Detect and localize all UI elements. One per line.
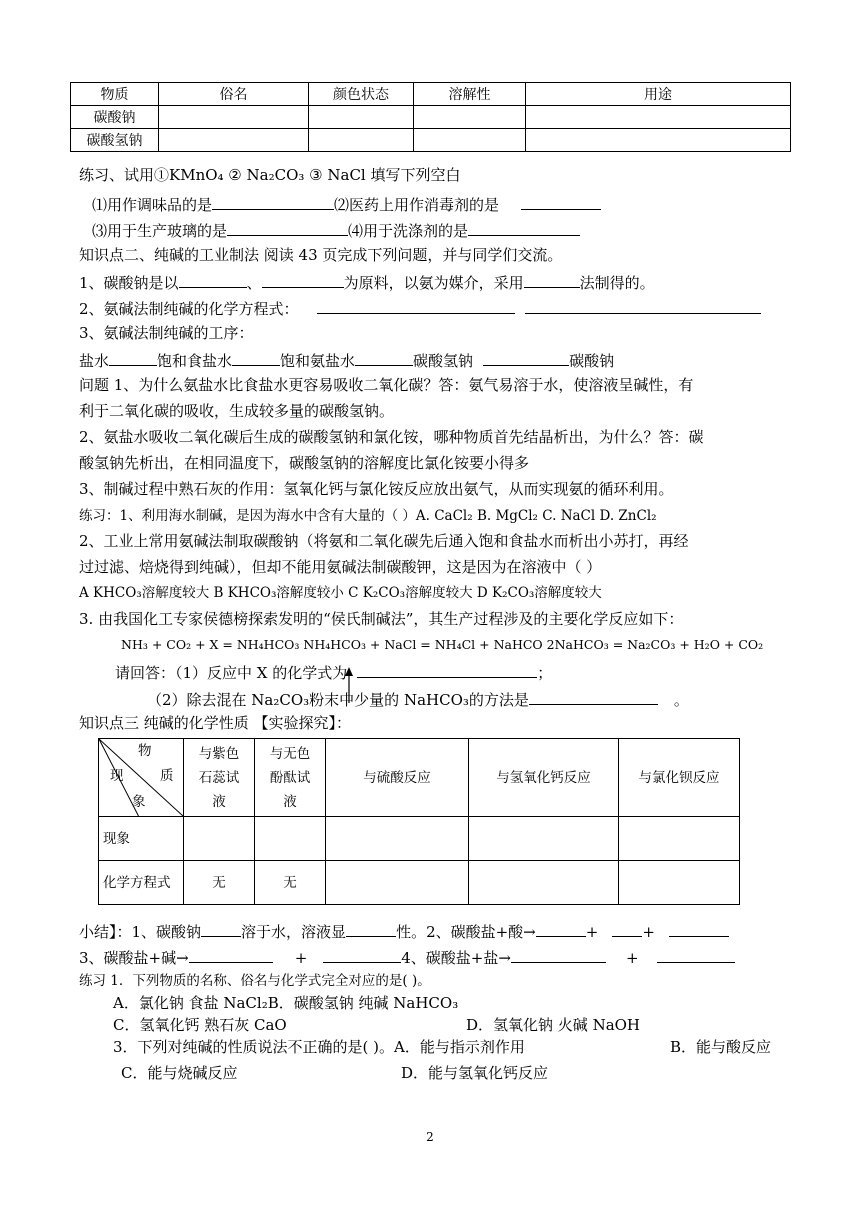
answer-blank[interactable]: [323, 946, 401, 963]
table-cell: [414, 129, 526, 152]
question-line: A．氯化钠 食盐 NaCl₂B．碳酸氢钠 纯碱 NaHCO₃: [113, 994, 459, 1012]
question-text: ⑷用于洗涤剂的是: [348, 222, 469, 240]
answer-blank[interactable]: [468, 219, 580, 236]
answer-blank[interactable]: [227, 219, 348, 236]
flow-step: 碳酸钠: [569, 352, 615, 370]
table-header: 物质: [71, 83, 159, 106]
text: 3、碳酸盐+碱→: [79, 949, 189, 967]
text-line: A KHCO₃溶解度较大 B KHCO₃溶解度较小 C K₂CO₃溶解度较大 D K₂CO₃溶解度较大: [79, 585, 602, 601]
diag-label: 物: [138, 743, 152, 759]
text-line: 酸氢钠先析出，在相同温度下，碳酸氢钠的溶解度比氯化铵要小得多: [79, 454, 530, 472]
answer-blank[interactable]: [179, 271, 247, 288]
table-cell: 碳酸氢钠: [71, 129, 159, 152]
text: 2、氨碱法制纯碱的化学方程式：: [79, 300, 299, 318]
table-cell: [159, 106, 309, 129]
table-header-row: [71, 83, 791, 106]
text: （2）除去混在 Na₂CO₃粉末中少量的 NaHCO₃的方法是: [147, 691, 529, 709]
answer-blank[interactable]: [201, 920, 241, 937]
text-line: 利于二氧化碳的吸收，生成较多量的碳酸氢钠。: [79, 402, 395, 420]
text: 溶于水，溶液显: [241, 923, 347, 941]
header-line: 与无色: [269, 745, 311, 762]
reaction-equations: NH₃ + CO₂ + X = NH₄HCO₃ NH₄HCO₃ + NaCl = NH₄Cl + NaHCO 2NaHCO₃ = Na₂CO₃ + H₂O + CO₂: [121, 637, 764, 652]
header-line: 液: [212, 793, 226, 810]
answer-blank[interactable]: [529, 688, 658, 705]
flow-step: 饱和氨盐水: [280, 352, 356, 370]
answer-blank[interactable]: [189, 946, 273, 963]
diagonal-header-cell: [99, 739, 184, 817]
table-header: 俗名: [159, 83, 309, 106]
answer-blank[interactable]: [521, 193, 601, 210]
table-row: [99, 817, 740, 861]
table-header-row: [99, 739, 740, 817]
question-line: 3．下列对纯碱的性质说法不正确的是( )。A．能与指示剂作用: [113, 1038, 525, 1056]
answer-blank[interactable]: [657, 946, 735, 963]
flow-step: 饱和食盐水: [157, 352, 233, 370]
question-line: D．氢氧化钠 火碱 NaOH: [466, 1016, 641, 1034]
answer-blank[interactable]: [262, 271, 344, 288]
text-line: 问题 1、为什么氨盐水比食盐水更容易吸收二氧化碳？答：氨气易溶于水，使溶液呈碱性，有: [79, 376, 694, 394]
text: ；: [537, 664, 553, 682]
table-header: 颜色状态: [309, 83, 414, 106]
exercise-line: [92, 193, 601, 215]
answer-blank[interactable]: [355, 349, 413, 366]
table-cell: [326, 861, 469, 905]
text: 法制得的。: [579, 274, 655, 292]
text: 1、碳酸钠是以: [79, 274, 179, 292]
header-line: 与紫色: [198, 745, 240, 762]
flow-step: 盐水: [79, 352, 110, 370]
table-row: [71, 106, 791, 129]
table-cell: 碳酸钠: [71, 106, 159, 129]
table-cell: [159, 129, 309, 152]
table-row: [99, 861, 740, 905]
table-cell: [309, 129, 414, 152]
answer-blank[interactable]: [483, 349, 569, 366]
question-line: C．能与烧碱反应: [121, 1064, 238, 1082]
text: 。: [673, 691, 689, 709]
table-cell: [184, 817, 255, 861]
question-line: D．能与氢氧化钙反应: [401, 1064, 549, 1082]
table-header: 用途: [526, 83, 791, 106]
answer-blank[interactable]: [525, 297, 761, 314]
text-line: 2、工业上常用氨碱法制取碳酸钠（将氨和二氧化碳先后通入饱和食盐水而析出小苏打，再经: [79, 532, 689, 550]
text: 4、碳酸盐+盐→: [401, 949, 511, 967]
text-line: 3、制碱过程中熟石灰的作用：氢氧化钙与氯化铵反应放出氨气，从而实现氨的循环利用。: [79, 480, 674, 498]
table-cell: 无: [184, 861, 255, 905]
table-cell: [469, 817, 619, 861]
answer-blank[interactable]: [357, 661, 537, 678]
text-line: 练习：1、利用海水制碱，是因为海水中含有大量的（ ）A. CaCl₂ B. MgCl₂ C. NaCl D. ZnCl₂: [79, 508, 657, 524]
table-header: 与氯化钡反应: [619, 739, 740, 817]
text-line: 2、氨盐水吸收二氧化碳后生成的碳酸氢钠和氯化铵，哪种物质首先结晶析出，为什么？答：碳: [79, 428, 704, 446]
answer-blank[interactable]: [317, 297, 515, 314]
text: +: [294, 949, 308, 967]
text-line: [147, 688, 689, 710]
table-header: 溶解性: [414, 83, 526, 106]
answer-blank[interactable]: [524, 271, 580, 288]
text: 性。2、碳酸盐+酸→: [396, 923, 536, 941]
diag-label: 现: [110, 768, 124, 784]
experiment-table: [98, 738, 740, 905]
properties-table: [70, 82, 791, 152]
header-line: 液: [283, 793, 297, 810]
text-line: 3. 由我国化工专家侯德榜探索发明的“侯氏制碱法”，其生产过程涉及的主要化学反应如下：: [79, 610, 684, 628]
exercise-title: 练习、试用①KMnO₄ ② Na₂CO₃ ③ NaCl 填写下列空白: [79, 166, 461, 184]
section-title: 知识点二、纯碱的工业制法 阅读 43 页完成下列问题，并与同学们交流。: [79, 246, 563, 264]
row-label: 现象: [99, 817, 184, 861]
answer-blank[interactable]: [669, 920, 729, 937]
question-line: 练习 1．下列物质的名称、俗名与化学式完全对应的是( )。: [79, 973, 431, 989]
text: +: [625, 949, 639, 967]
diag-label: 质: [160, 768, 174, 784]
text: 小结】：1、碳酸钠: [79, 923, 202, 941]
table-cell: [526, 106, 791, 129]
table-cell: [619, 861, 740, 905]
table-cell: [255, 817, 326, 861]
answer-blank[interactable]: [109, 349, 157, 366]
answer-blank[interactable]: [346, 920, 396, 937]
diag-label: 象: [132, 794, 146, 810]
table-header: 与硫酸反应: [326, 739, 469, 817]
table-cell: [469, 861, 619, 905]
text-line: [79, 271, 655, 293]
section-title: 知识点三 纯碱的化学性质 【实验探究】：: [79, 714, 352, 732]
answer-blank[interactable]: [536, 920, 586, 937]
table-cell: 无: [255, 861, 326, 905]
answer-blank[interactable]: [612, 920, 642, 937]
text: +: [585, 923, 599, 941]
exercise-line: [92, 219, 580, 241]
answer-blank[interactable]: [212, 193, 334, 210]
text: 请回答：（1）反应中 X 的化学式为: [115, 664, 348, 682]
table-header: 与氢氧化钙反应: [469, 739, 619, 817]
answer-blank[interactable]: [511, 946, 606, 963]
question-line: B．能与酸反应: [670, 1038, 772, 1056]
row-label: 化学方程式: [99, 861, 184, 905]
page-number: 2: [426, 1130, 434, 1144]
header-line: 酚酞试: [269, 769, 311, 786]
text: 、: [246, 274, 262, 292]
table-cell: [414, 106, 526, 129]
question-text: ⑶用于生产玻璃的是: [92, 222, 228, 240]
summary-line: [79, 920, 729, 942]
process-flow: [79, 349, 614, 371]
table-cell: [619, 817, 740, 861]
text-line: [115, 661, 552, 683]
text-line: [79, 297, 761, 319]
text-line: 3、氨碱法制纯碱的工序：: [79, 324, 254, 342]
table-header: [255, 739, 326, 817]
table-row: [71, 129, 791, 152]
flow-step: 碳酸氢钠: [413, 352, 474, 370]
question-text: ⑴用作调味品的是: [92, 196, 213, 214]
text-line: 过过滤、焙烧得到纯碱），但却不能用氨碱法制碳酸钾，这是因为在溶液中（ ）: [79, 558, 602, 576]
header-line: 石蕊试: [198, 769, 240, 786]
question-text: ⑵医药上用作消毒剂的是: [334, 196, 500, 214]
table-header: [184, 739, 255, 817]
text: +: [642, 923, 655, 941]
table-cell: [526, 129, 791, 152]
table-cell: [326, 817, 469, 861]
table-cell: [309, 106, 414, 129]
text: 为原料，以氨为媒介，采用: [343, 274, 524, 292]
answer-blank[interactable]: [232, 349, 280, 366]
question-line: C．氢氧化钙 熟石灰 CaO: [113, 1016, 287, 1034]
summary-line: [79, 946, 735, 968]
